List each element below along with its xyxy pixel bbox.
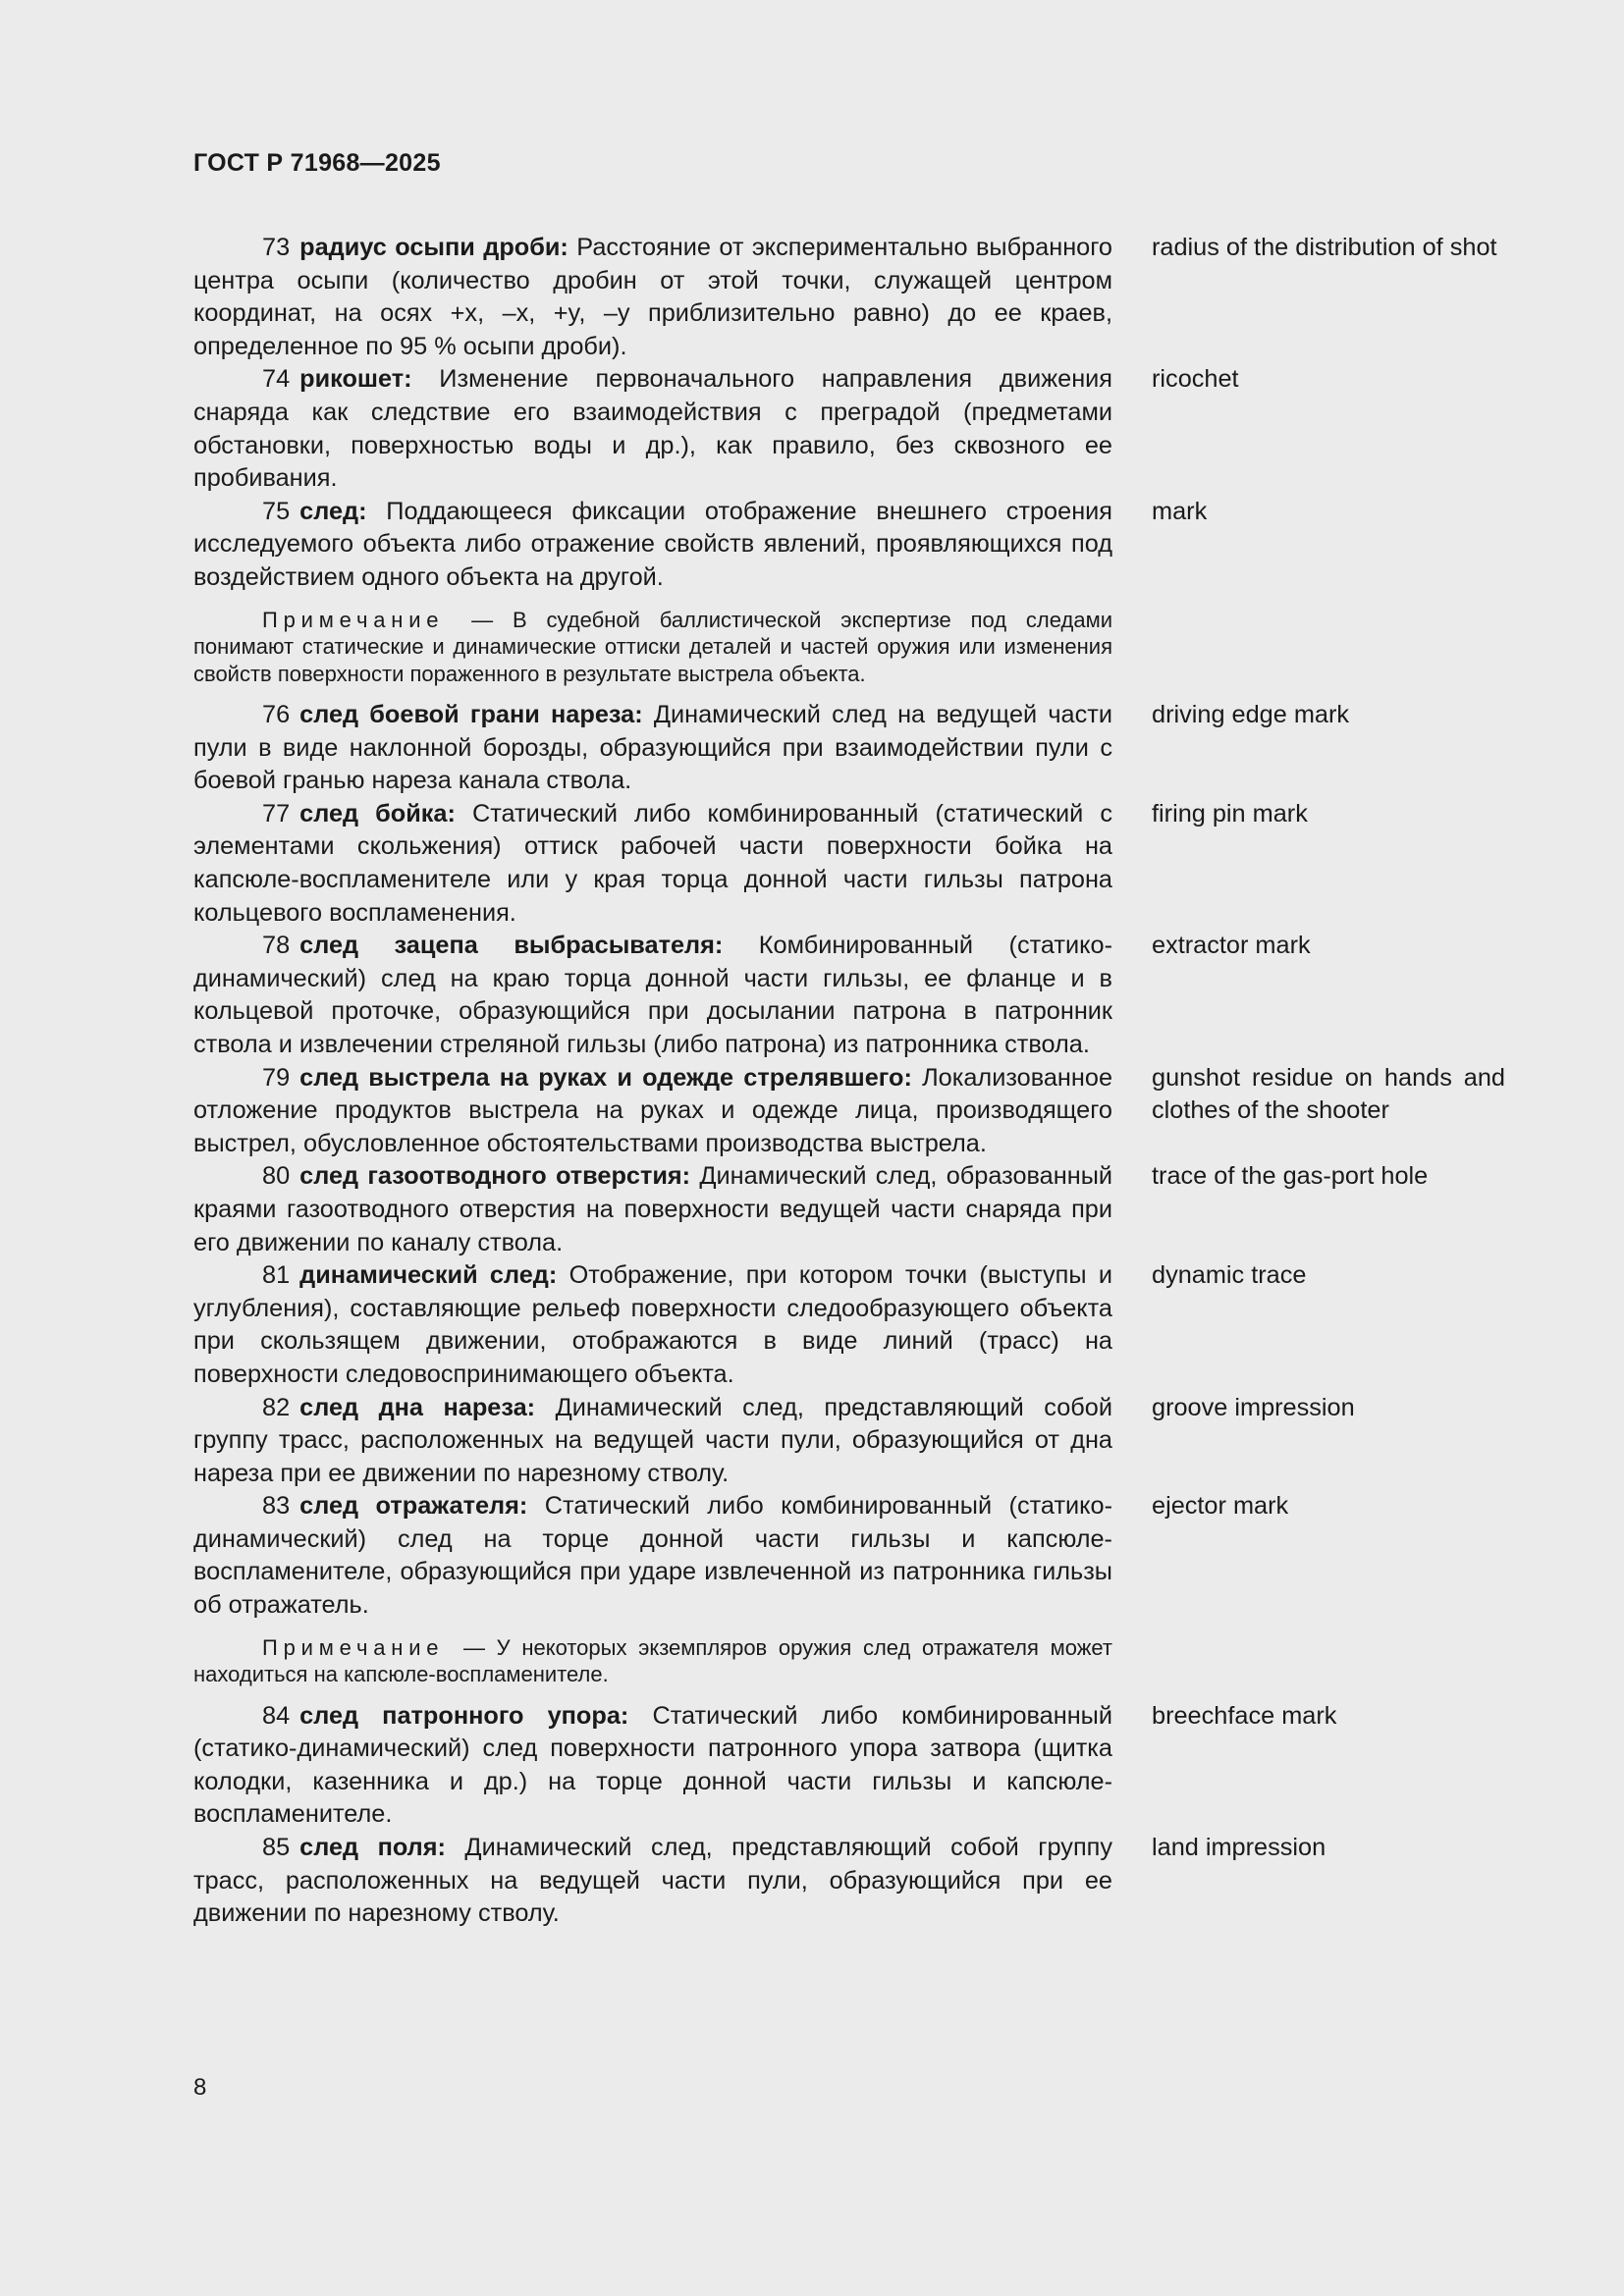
term-definition	[193, 1259, 1112, 1391]
term-number: 74	[262, 365, 291, 394]
term-definition	[193, 232, 1112, 363]
definition-text: Локализованное отложение продуктов выстрела на руках и одежде лица, производящего выстрел, обусловленное обстоятельствами производства выстрела.	[193, 1063, 1113, 1157]
english-equivalent: ejector mark	[1152, 1492, 1289, 1521]
english-equivalent: gunshot residue on hands and clothes of the shooter	[1152, 1063, 1505, 1125]
definition-text: Статический либо комбинированный (статико-динамический) след поверхности патронного упора затвора (щитка колодки, казенника и др.) на торце донной части гильзы и капсюле-воспламенителе.	[193, 1701, 1112, 1829]
term-name: след отражателя:	[299, 1492, 528, 1521]
term-number: 85	[262, 1834, 291, 1862]
term-name: радиус осыпи дроби:	[299, 234, 568, 261]
page-number: 8	[193, 2074, 207, 2101]
term-number: 83	[262, 1492, 291, 1521]
term-entry-80	[193, 1160, 1505, 1259]
term-definition	[193, 1392, 1112, 1491]
term-number: 76	[262, 701, 291, 729]
definition-text: Отображение, при котором точки (выступы и углубления), составляющие рельеф поверхности следообразующего объекта при скользящем движении, отображаются в виде линий (трасс) на поверхности следовоспринимающего объекта.	[193, 1261, 1112, 1388]
term-name: след газоотводного отверстия:	[299, 1162, 691, 1191]
term-name: след патронного упора:	[299, 1701, 629, 1730]
term-definition	[193, 1160, 1112, 1259]
term-definition	[193, 1490, 1112, 1622]
definition-text: Динамический след, представляющий собой группу трасс, расположенных на ведущей части пули, образующийся при ее движении по нарезному стволу.	[193, 1834, 1112, 1928]
term-name: динамический след:	[299, 1261, 558, 1290]
term-name: след зацепа выбрасывателя:	[299, 932, 724, 960]
english-equivalent: driving edge mark	[1152, 701, 1350, 729]
term-number: 82	[262, 1393, 291, 1421]
note-label: Примечание	[262, 607, 445, 632]
term-name: след поля:	[299, 1834, 446, 1862]
term-definition	[193, 496, 1112, 595]
term-entry-78	[193, 930, 1505, 1061]
definition-text: Поддающееся фиксации отображение внешнего строения исследуемого объекта либо отражение свойств явлений, проявляющихся под воздействием одного объекта на другой.	[193, 497, 1112, 591]
english-equivalent: firing pin mark	[1152, 799, 1308, 828]
term-number: 81	[262, 1261, 291, 1290]
term-definition	[193, 1700, 1112, 1832]
definition-text: Комбинированный (статико-динамический) след на краю торца донной части гильзы, ее фланце и в кольцевой проточке, образующийся при досылании патрона в патронник ствола и извлечении стреляной гильзы (либо патрона) из патронника ствола.	[193, 932, 1112, 1058]
note-text: — У некоторых экземпляров оружия след отражателя может находиться на капсюле-воспламенителе.	[193, 1634, 1112, 1687]
term-name: след бойка:	[299, 799, 456, 828]
term-definition	[193, 798, 1112, 930]
term-number: 79	[262, 1063, 291, 1092]
english-equivalent: breechface mark	[1152, 1701, 1337, 1730]
term-entry-85	[193, 1832, 1505, 1931]
definition-text: Статический либо комбинированный (статико-динамический) след на торце донной части гильзы и капсюле-воспламенителе, образующийся при ударе извлеченной из патронника гильзы об отражатель.	[193, 1492, 1113, 1620]
term-definition	[193, 363, 1112, 495]
english-equivalent: radius of the distribution of shot	[1152, 234, 1497, 261]
english-equivalent: land impression	[1152, 1834, 1326, 1862]
term-entry-84	[193, 1700, 1505, 1832]
term-entry-81	[193, 1259, 1505, 1391]
note-2	[193, 1634, 1112, 1688]
term-number: 78	[262, 932, 291, 960]
term-number: 75	[262, 497, 291, 525]
term-name: рикошет:	[299, 365, 412, 394]
term-name: след:	[299, 497, 367, 525]
definition-text: Изменение первоначального направления движения снаряда как следствие его взаимодействия с преградой (предметами обстановки, поверхностью воды и др.), как правило, без сквозного ее пробивания.	[193, 365, 1112, 493]
term-entry-73	[193, 232, 1505, 363]
note-label: Примечание	[262, 1634, 445, 1660]
note-1	[193, 607, 1112, 688]
english-equivalent: ricochet	[1152, 365, 1239, 394]
definition-text: Динамический след, представляющий собой группу трасс, расположенных на ведущей части пули, образующийся от дна нареза при ее движении по нарезному стволу.	[193, 1393, 1112, 1487]
term-entry-76	[193, 699, 1505, 798]
term-number: 80	[262, 1162, 291, 1191]
english-equivalent: mark	[1152, 497, 1208, 525]
term-number: 84	[262, 1701, 291, 1730]
term-entry-82	[193, 1392, 1505, 1491]
term-number: 77	[262, 799, 291, 828]
term-entry-79	[193, 1062, 1505, 1161]
terms-list	[193, 232, 1505, 1931]
term-name: след дна нареза:	[299, 1393, 536, 1421]
definition-text: Динамический след, образованный краями газоотводного отверстия на поверхности ведущей части снаряда при его движении по каналу ствола.	[193, 1162, 1113, 1256]
definition-text: Статический либо комбинированный (статический с элементами скольжения) оттиск рабочей части поверхности бойка на капсюле-воспламенителе или у края торца донной части гильзы патрона кольцевого воспламенения.	[193, 799, 1112, 927]
term-definition	[193, 699, 1112, 798]
document-header: ГОСТ Р 71968—2025	[193, 149, 441, 177]
english-equivalent: dynamic trace	[1152, 1261, 1307, 1290]
definition-text: Динамический след на ведущей части пули в виде наклонной борозды, образующийся при взаимодействии пули с боевой гранью нареза канала ствола.	[193, 701, 1112, 795]
term-definition	[193, 930, 1112, 1061]
term-name: след боевой грани нареза:	[299, 701, 643, 729]
english-equivalent: trace of the gas-port hole	[1152, 1162, 1429, 1191]
term-number: 73	[262, 234, 291, 261]
term-name: след выстрела на руках и одежде стрелявшего:	[299, 1063, 912, 1092]
note-text: — В судебной баллистической экспертизе под следами понимают статические и динамические оттиски деталей и частей оружия или изменения свойств поверхности пораженного в результате выстрела объекта.	[193, 607, 1112, 686]
term-entry-74	[193, 363, 1505, 495]
english-equivalent: groove impression	[1152, 1393, 1355, 1421]
term-entry-75	[193, 496, 1505, 595]
term-definition	[193, 1062, 1112, 1161]
term-definition	[193, 1832, 1112, 1931]
term-entry-77	[193, 798, 1505, 930]
english-equivalent: extractor mark	[1152, 932, 1311, 960]
term-entry-83	[193, 1490, 1505, 1622]
definition-text: Расстояние от экспериментально выбранного центра осыпи (количество дробин от этой точки, служащей центром координат, на осях +x, –x, +y, –y приблизительно равно) до ее краев, определенное по 95 % осыпи дроби).	[193, 234, 1112, 360]
